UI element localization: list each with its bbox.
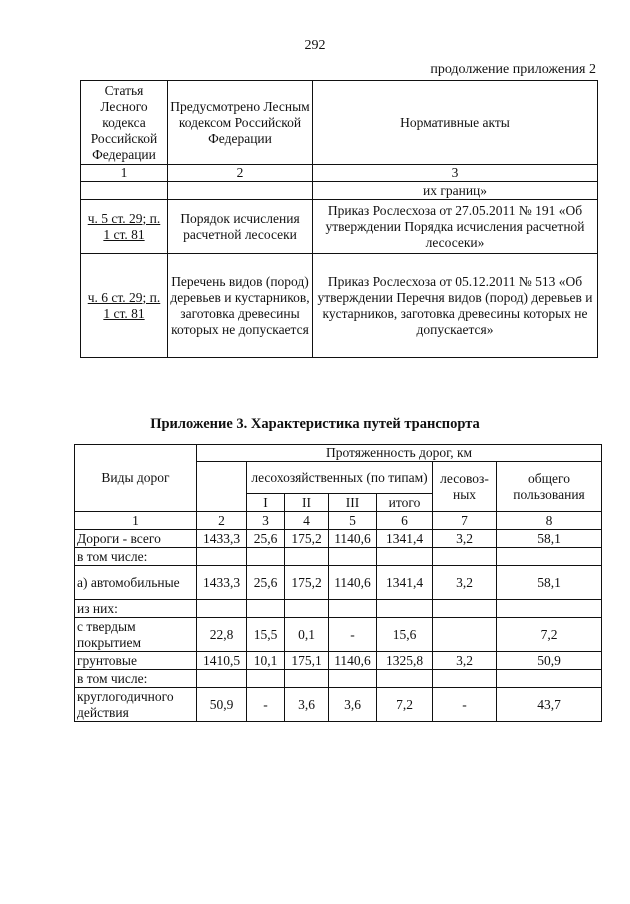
table-cell — [497, 600, 602, 618]
table-row — [75, 652, 602, 670]
table-cell — [377, 670, 433, 688]
table-row — [75, 670, 602, 688]
table-row — [81, 254, 598, 358]
table-cell — [377, 548, 433, 566]
table2-header-type: I — [247, 494, 285, 512]
table2-header-row — [75, 445, 602, 462]
table-cell: 175,2 — [285, 530, 329, 548]
table1-colnum: 2 — [168, 165, 313, 182]
table1-act-cell: Приказ Рослесхоза от 27.05.2011 № 191 «Об утверждении Порядка исчисления расчетной лесосеки» — [313, 200, 598, 254]
table-row — [75, 530, 602, 548]
table-row — [81, 182, 598, 200]
table-row — [75, 600, 602, 618]
table2-header-forestry: лесохозяйственных (по типам) — [247, 462, 433, 494]
road-type-label: в том числе: — [75, 670, 197, 688]
table-cell: 7,2 — [377, 688, 433, 722]
table-cell — [247, 548, 285, 566]
table-cell: - — [247, 688, 285, 722]
road-type-label: Дороги - всего — [75, 530, 197, 548]
table1-article-cell: ч. 5 ст. 29; п. 1 ст. 81 — [81, 200, 168, 254]
table-cell: 15,5 — [247, 618, 285, 652]
table-cell: 175,2 — [285, 566, 329, 600]
table-cell: - — [433, 688, 497, 722]
table-cell — [247, 600, 285, 618]
table-cell: 15,6 — [377, 618, 433, 652]
table-cell — [433, 670, 497, 688]
table2-header-type: итого — [377, 494, 433, 512]
table-cell: 1140,6 — [329, 530, 377, 548]
table2-colnum: 1 — [75, 512, 197, 530]
table-cell — [247, 670, 285, 688]
table2-colnum: 7 — [433, 512, 497, 530]
table1-provision-cell: Порядок исчисления расчетной лесосеки — [168, 200, 313, 254]
table2-colnum-row — [75, 512, 602, 530]
table-cell — [433, 600, 497, 618]
table-row — [75, 548, 602, 566]
table2-colnum: 6 — [377, 512, 433, 530]
table-cell: 7,2 — [497, 618, 602, 652]
table-cell: 175,1 — [285, 652, 329, 670]
table1-article-cell: ч. 6 ст. 29; п. 1 ст. 81 — [81, 254, 168, 358]
table2-header-public: общего пользования — [497, 462, 602, 512]
table-cell: 3,2 — [433, 566, 497, 600]
table-cell — [377, 600, 433, 618]
section-title: Приложение 3. Характеристика путей транспорта — [150, 416, 480, 432]
table1-header-acts: Нормативные акты — [313, 81, 598, 165]
road-type-label: грунтовые — [75, 652, 197, 670]
table-cell — [197, 600, 247, 618]
table2-colnum: 3 — [247, 512, 285, 530]
table-cell: 3,6 — [285, 688, 329, 722]
table-cell: 1410,5 — [197, 652, 247, 670]
table1-provision-cell: Перечень видов (пород) деревьев и кустарников, заготовка древесины которых не допускается — [168, 254, 313, 358]
table-row — [81, 200, 598, 254]
table-cell: 1433,3 — [197, 530, 247, 548]
table2-header-length: Протяженность дорог, км — [197, 445, 602, 462]
table-cell — [197, 548, 247, 566]
table-cell — [285, 548, 329, 566]
table2-body — [75, 530, 602, 722]
table-cell: 1433,3 — [197, 566, 247, 600]
table-cell: 25,6 — [247, 566, 285, 600]
table-cell: 1325,8 — [377, 652, 433, 670]
table-cell — [285, 670, 329, 688]
road-type-label: в том числе: — [75, 548, 197, 566]
table-cell: 50,9 — [497, 652, 602, 670]
table-cell: 43,7 — [497, 688, 602, 722]
table2-header-blank — [197, 462, 247, 512]
table1-header-row — [81, 81, 598, 165]
table-cell: 50,9 — [197, 688, 247, 722]
road-type-label: круглогодичного действия — [75, 688, 197, 722]
table-cell: 58,1 — [497, 530, 602, 548]
table-cell: 1140,6 — [329, 566, 377, 600]
table-cell: 1341,4 — [377, 566, 433, 600]
table1-act-cell: Приказ Рослесхоза от 05.12.2011 № 513 «Об утверждении Перечня видов (пород) деревьев и кустарников, заготовка древесины которых не допускается» — [313, 254, 598, 358]
table-cell: 58,1 — [497, 566, 602, 600]
table2-header-timber: лесовоз-ных — [433, 462, 497, 512]
table1-act-cell: их границ» — [313, 182, 598, 200]
table-row — [75, 618, 602, 652]
table2-header-type: II — [285, 494, 329, 512]
table-cell — [197, 670, 247, 688]
table1-provision-cell — [168, 182, 313, 200]
table-row — [75, 688, 602, 722]
table-cell — [497, 670, 602, 688]
table2-colnum: 5 — [329, 512, 377, 530]
table-cell: 25,6 — [247, 530, 285, 548]
table2-colnum: 4 — [285, 512, 329, 530]
table-cell: 3,6 — [329, 688, 377, 722]
table-cell: 3,2 — [433, 652, 497, 670]
table2-colnum: 8 — [497, 512, 602, 530]
table-cell — [329, 670, 377, 688]
table-cell — [285, 600, 329, 618]
road-type-label: с твердым покрытием — [75, 618, 197, 652]
table1-colnum: 1 — [81, 165, 168, 182]
table-cell: 0,1 — [285, 618, 329, 652]
table1-header-provision: Предусмотрено Лесным кодексом Российской Федерации — [168, 81, 313, 165]
table-cell: 3,2 — [433, 530, 497, 548]
table2-colnum: 2 — [197, 512, 247, 530]
table-cell — [433, 618, 497, 652]
table-cell: 1140,6 — [329, 652, 377, 670]
table2-header-type: III — [329, 494, 377, 512]
table-cell — [329, 600, 377, 618]
table1-header-article: Статья Лесного кодекса Российской Федерации — [81, 81, 168, 165]
table-cell: 22,8 — [197, 618, 247, 652]
table-cell: - — [329, 618, 377, 652]
table1-colnum: 3 — [313, 165, 598, 182]
table-cell — [329, 548, 377, 566]
continuation-note: продолжение приложения 2 — [430, 62, 596, 77]
table-cell: 1341,4 — [377, 530, 433, 548]
table-row — [75, 566, 602, 600]
page-number: 292 — [304, 38, 326, 53]
table2-header-road-types: Виды дорог — [75, 445, 197, 512]
table1-article-cell — [81, 182, 168, 200]
table-cell — [433, 548, 497, 566]
road-type-label: из них: — [75, 600, 197, 618]
table1-colnum-row — [81, 165, 598, 182]
transport-roads-table — [74, 444, 602, 722]
regulations-table — [80, 80, 598, 358]
table-cell — [497, 548, 602, 566]
road-type-label: а) автомобильные — [75, 566, 197, 600]
table-cell: 10,1 — [247, 652, 285, 670]
